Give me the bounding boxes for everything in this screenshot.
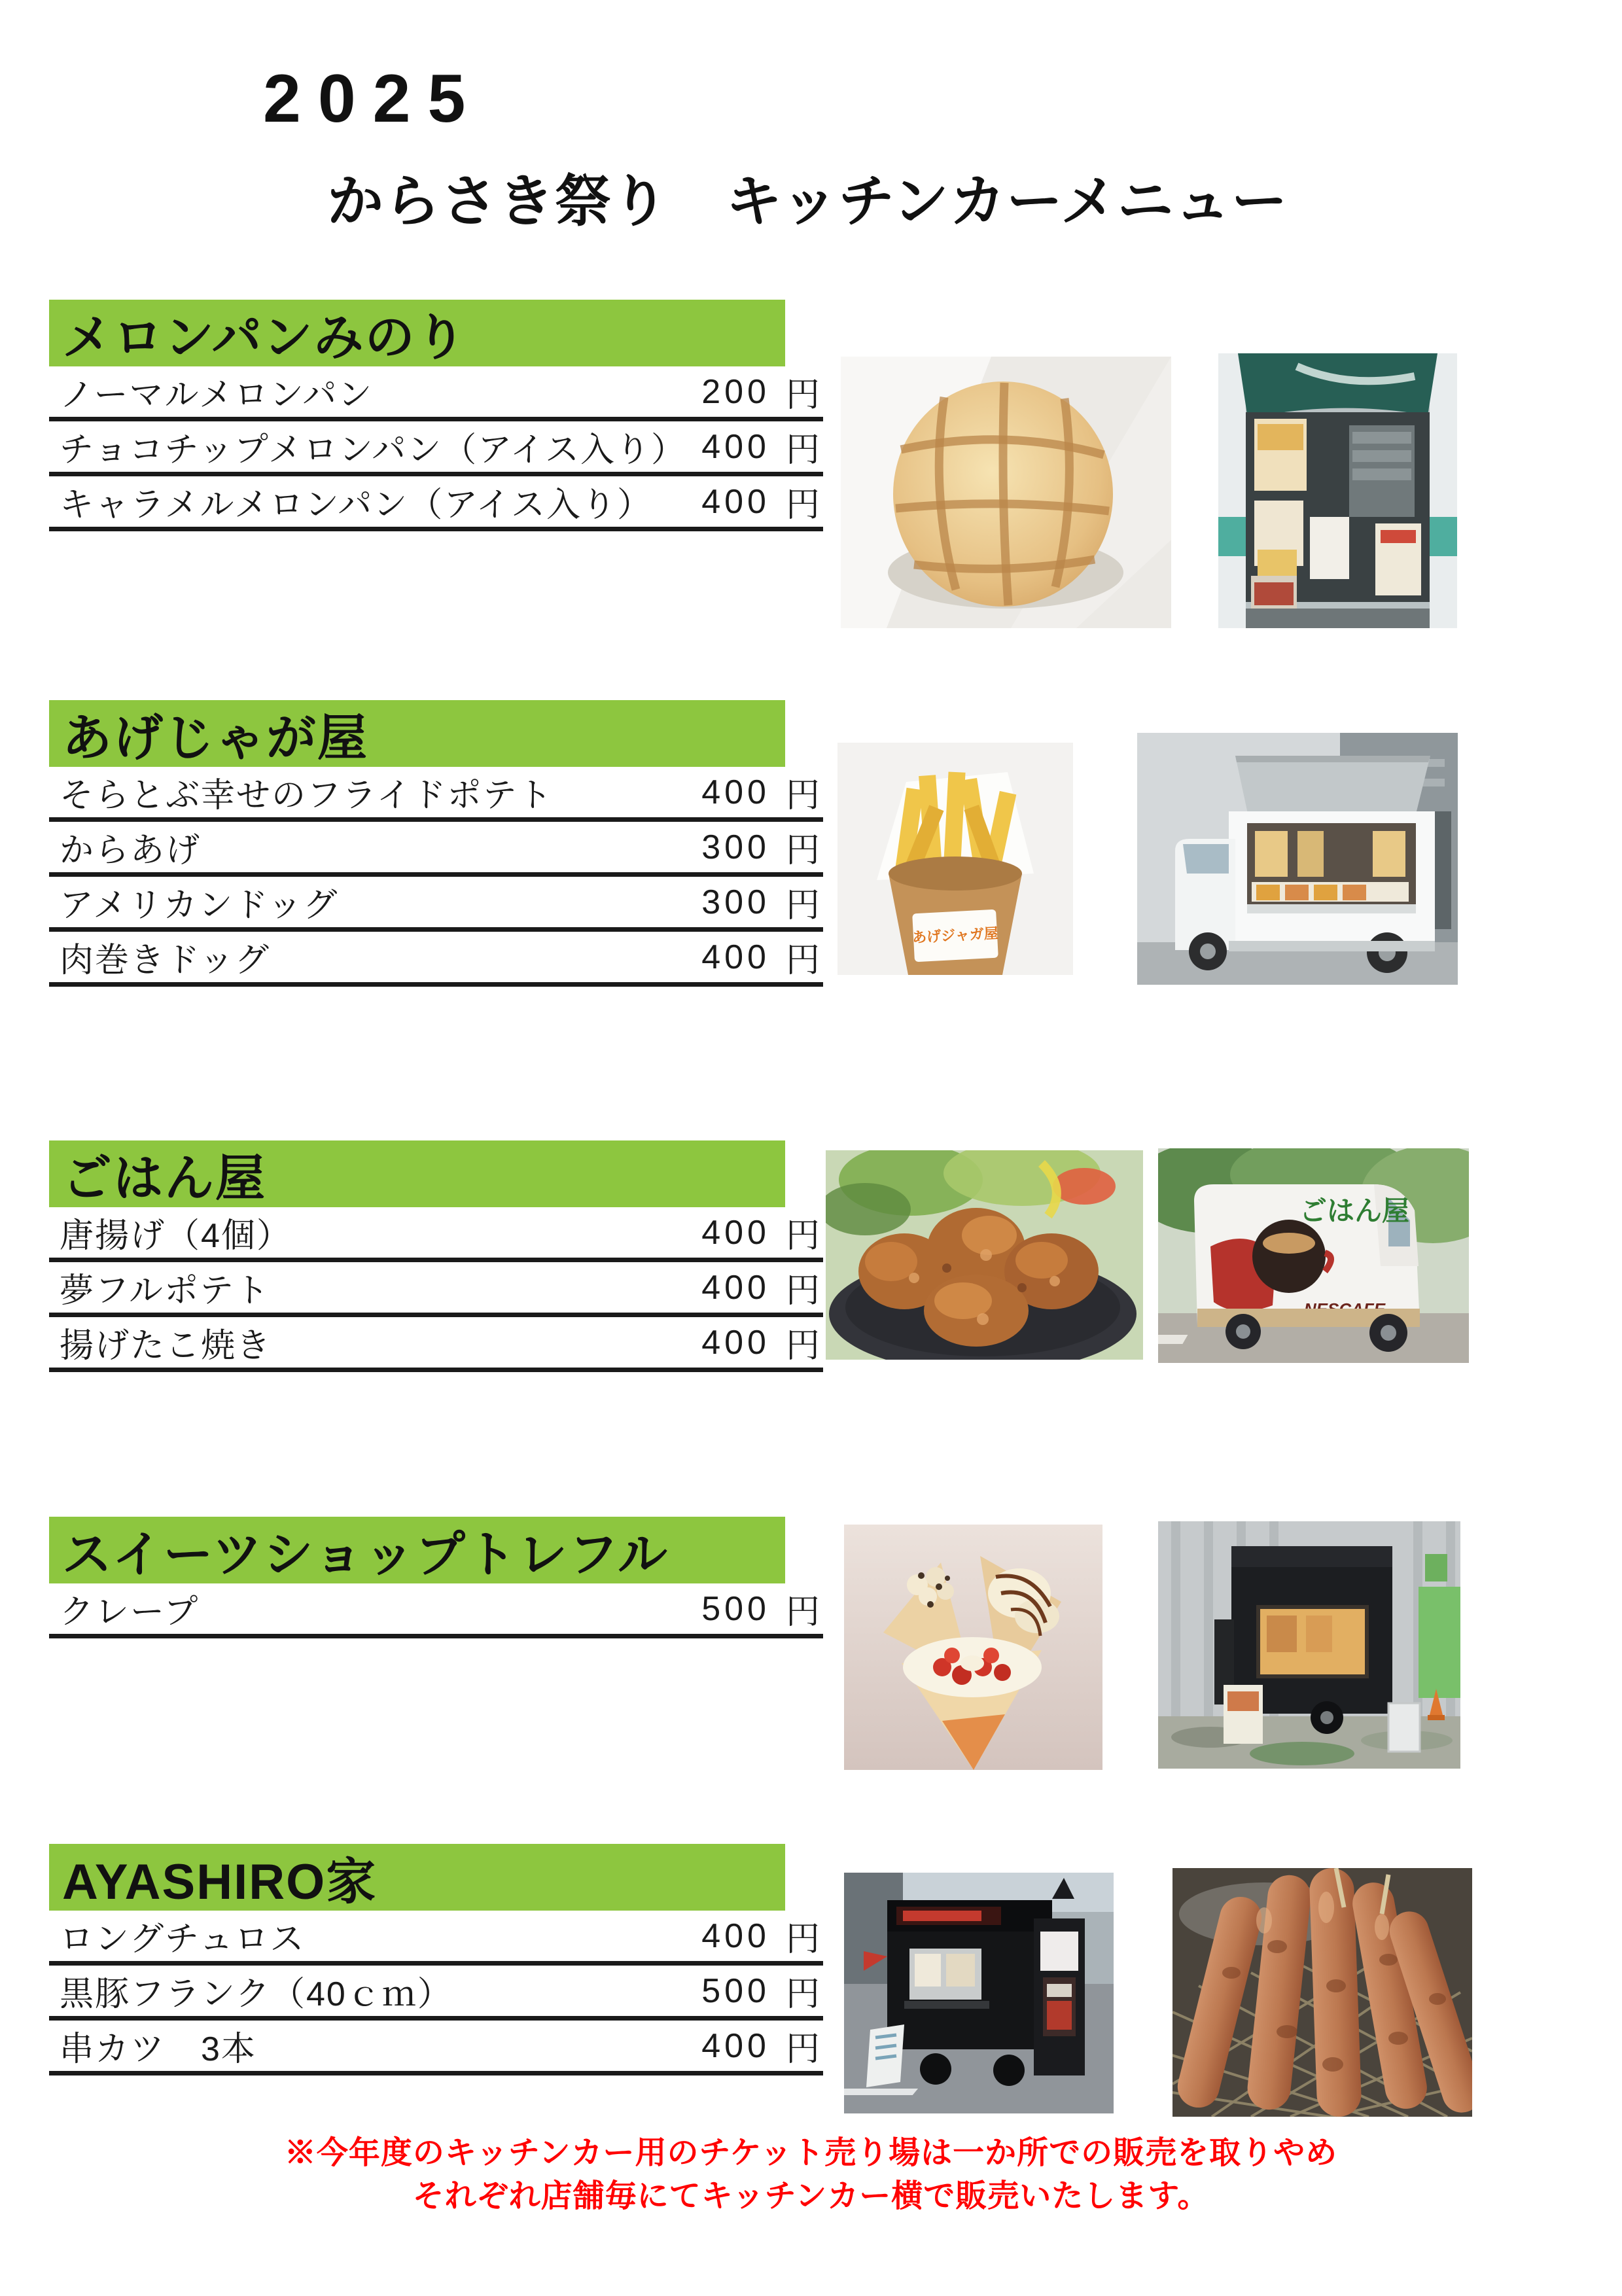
price-number: 500 (701, 1971, 770, 2010)
trefle-kitchen-car-photo (1158, 1521, 1460, 1769)
menu-item-price (701, 1584, 820, 1633)
menu-item-row (49, 421, 823, 476)
menu-item-row (49, 1207, 823, 1262)
price-number: 400 (701, 2026, 770, 2065)
menu-item-row (49, 1966, 823, 2021)
menu-item-price (701, 1263, 820, 1312)
menu-item-row (49, 1911, 823, 1966)
price-unit: 円 (785, 942, 820, 980)
gohan-ya-kitchen-car-image (1158, 1148, 1469, 1363)
menu-item-label: ノーマルメロンパン (60, 376, 374, 414)
menu-item-label: 黒豚フランク（40ｃｍ） (60, 1975, 453, 2013)
price-unit: 円 (785, 376, 820, 414)
price-unit: 円 (785, 832, 820, 870)
menu-item-price (701, 477, 820, 526)
price-number: 400 (701, 1323, 770, 1362)
menu-item-row (49, 1262, 823, 1317)
menu-item-label: からあげ (60, 832, 202, 870)
fried-potato-cup-photo (837, 743, 1073, 975)
price-unit: 円 (785, 1272, 820, 1310)
price-unit: 円 (785, 777, 820, 815)
price-number: 500 (701, 1589, 770, 1628)
menu-item-price (701, 1966, 820, 2015)
ayashiro-kitchen-car-photo (844, 1873, 1114, 2113)
price-unit: 円 (785, 2030, 820, 2068)
menu-item-label: 唐揚げ（4個） (60, 1217, 292, 1255)
menu-item-price (701, 822, 820, 872)
crepe-image (844, 1525, 1102, 1770)
menu-item-label: 串カツ 3本 (60, 2030, 256, 2068)
price-number: 400 (701, 1916, 770, 1955)
section-header (49, 1844, 785, 1911)
menu-item-label: アメリカンドッグ (60, 887, 339, 925)
menu-item-price (701, 367, 820, 416)
menu-item-price (701, 422, 820, 471)
menu-item-row (49, 1317, 823, 1372)
price-number: 300 (701, 828, 770, 866)
section-title: あげじゃが屋 (62, 710, 368, 766)
page-title: からさき祭り キッチンカーメニュー (327, 170, 1288, 233)
menu-item-label: ロングチュロス (60, 1920, 306, 1958)
section-title: スイーツショップトレフル (62, 1527, 669, 1583)
section-title: AYASHIRO家 (62, 1854, 378, 1910)
menu-item-row (49, 476, 823, 531)
melon-pan-image (841, 357, 1171, 628)
menu-item-row (49, 2021, 823, 2075)
menu-item-row (49, 822, 823, 877)
menu-item-label: クレープ (60, 1593, 200, 1631)
menu-item-label: そらとぶ幸せのフライドポテト (60, 777, 554, 815)
section-header (49, 300, 785, 366)
price-unit: 円 (785, 1217, 820, 1255)
menu-item-price (701, 1911, 820, 1960)
price-unit: 円 (785, 1327, 820, 1365)
menu-item-row (49, 932, 823, 987)
melon-pan-kitchen-car-photo (1218, 353, 1457, 628)
cup-label-text: あげジャガ屋 (911, 925, 999, 946)
section-header (49, 1140, 785, 1207)
fried-potato-cup-image (837, 743, 1073, 975)
section-sweets-shop-trefle (49, 1517, 823, 1638)
footnote-line-2: それぞれ店舗毎にてキッチンカー横で販売いたします。 (412, 2179, 1210, 2214)
price-number: 400 (701, 482, 770, 521)
grilled-frank-image (1172, 1868, 1472, 2117)
menu-item-row (49, 767, 823, 822)
section-header (49, 700, 785, 767)
menu-item-price (701, 932, 820, 981)
ayashiro-kitchen-car-image (844, 1873, 1114, 2113)
price-number: 400 (701, 427, 770, 466)
menu-item-row (49, 1583, 823, 1638)
melon-pan-kitchen-car-image (1218, 353, 1457, 628)
menu-item-label: チョコチップメロンパン（アイス入り） (60, 431, 686, 469)
section-ayashiro-ya (49, 1844, 823, 2075)
price-number: 400 (701, 1268, 770, 1307)
price-number: 400 (701, 938, 770, 976)
age-jaga-kitchen-car-image (1137, 733, 1458, 985)
menu-item-price (701, 877, 820, 927)
price-number: 300 (701, 883, 770, 921)
menu-item-price (701, 1208, 820, 1257)
price-unit: 円 (785, 431, 820, 469)
price-unit: 円 (785, 1593, 820, 1631)
price-unit: 円 (785, 1975, 820, 2013)
section-age-jaga-ya (49, 700, 823, 987)
price-number: 400 (701, 773, 770, 811)
crepe-photo (844, 1525, 1102, 1770)
section-gohan-ya (49, 1140, 823, 1372)
gohan-ya-kitchen-car-photo (1158, 1148, 1469, 1363)
van-logo-text: ごはん屋 (1299, 1195, 1410, 1226)
karaage-plate-photo (826, 1150, 1143, 1360)
price-number: 400 (701, 1213, 770, 1252)
menu-item-label: キャラメルメロンパン（アイス入り） (60, 486, 653, 524)
footnote (0, 2132, 1622, 2218)
grilled-frank-photo (1172, 1868, 1472, 2117)
menu-item-label: 揚げたこ焼き (60, 1327, 272, 1365)
age-jaga-kitchen-car-photo (1137, 733, 1458, 985)
menu-item-label: 夢フルポテト (60, 1272, 270, 1310)
trefle-kitchen-car-image (1158, 1521, 1460, 1769)
section-title: ごはん屋 (62, 1150, 266, 1207)
price-unit: 円 (785, 486, 820, 524)
menu-item-price (701, 768, 820, 817)
menu-item-label: 肉巻きドッグ (60, 942, 270, 980)
page-title-year: 2025 (263, 61, 483, 137)
price-unit: 円 (785, 1920, 820, 1958)
price-unit: 円 (785, 887, 820, 925)
section-melon-pan-minori (49, 300, 823, 531)
menu-item-price (701, 1318, 820, 1367)
menu-item-price (701, 2021, 820, 2070)
section-header (49, 1517, 785, 1583)
menu-item-row (49, 877, 823, 932)
menu-item-row (49, 366, 823, 421)
footnote-line-1: ※今年度のキッチンカー用のチケット売り場は一か所での販売を取りやめ (284, 2136, 1338, 2170)
karaage-plate-image (826, 1150, 1143, 1360)
price-number: 200 (701, 372, 770, 411)
section-title: メロンパンみのり (62, 309, 467, 366)
melon-pan-photo (841, 357, 1171, 628)
